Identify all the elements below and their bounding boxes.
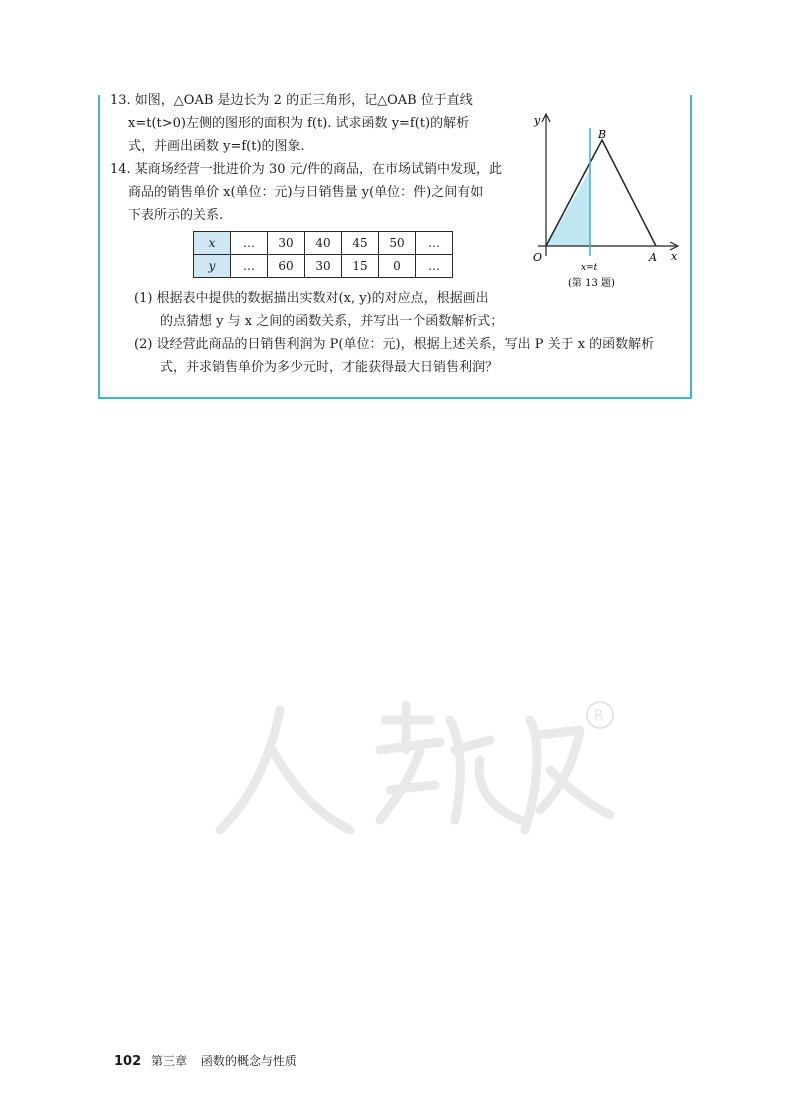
page-footer	[114, 1052, 297, 1069]
table-cell: 45	[342, 232, 379, 255]
chapter-label: 第三章	[150, 1054, 187, 1068]
label-x-equals-t: x=t	[581, 263, 598, 273]
q14-part1-line-1: (1) 根据表中提供的数据描出实数对(x, y)的对应点，根据画出	[134, 291, 489, 306]
triangle-figure	[528, 108, 688, 290]
table-cell: 60	[268, 255, 305, 278]
label-x: x	[671, 250, 678, 263]
q14-line-3: 下表所示的关系.	[128, 208, 224, 223]
table-cell: 0	[379, 255, 416, 278]
label-b: B	[598, 128, 607, 141]
chapter-title: 函数的概念与性质	[200, 1054, 297, 1068]
table-cell: …	[416, 255, 453, 278]
q14-part1-line-2: 的点猜想 y 与 x 之间的函数关系，并写出一个函数解析式；	[160, 314, 504, 329]
table-head-x: x	[194, 232, 231, 255]
q13-line-1: 13. 如图，△OAB 是边长为 2 的正三角形，记△OAB 位于直线	[110, 93, 473, 108]
table-cell: 30	[268, 232, 305, 255]
q14-line-1: 14. 某商场经营一批进价为 30 元/件的商品，在市场试销中发现，此	[110, 162, 502, 177]
svg-text:R: R	[594, 708, 604, 724]
label-y: y	[534, 114, 541, 127]
table-head-y: y	[194, 255, 231, 278]
table-cell: …	[416, 232, 453, 255]
table-cell: 15	[342, 255, 379, 278]
q13-line-2: x=t(t>0)左侧的图形的面积为 f(t). 试求函数 y=f(t)的解析	[128, 116, 470, 131]
q13-line-3: 式，并画出函数 y=f(t)的图象.	[128, 139, 305, 154]
table-cell: 40	[305, 232, 342, 255]
table-cell: …	[231, 255, 268, 278]
figure-caption: (第 13 题)	[568, 278, 615, 289]
table-row-x	[194, 232, 453, 255]
label-o: O	[533, 251, 543, 264]
q14-part2-line-1: (2) 设经营此商品的日销售利润为 P(单位：元)，根据上述关系，写出 P 关于 x 的函数解析	[134, 337, 655, 352]
data-table	[193, 231, 453, 278]
label-a: A	[649, 251, 657, 264]
table-cell: 50	[379, 232, 416, 255]
table-cell: …	[231, 232, 268, 255]
q14-part2-line-2: 式，并求销售单价为多少元时，才能获得最大日销售利润？	[160, 360, 499, 375]
q14-line-2: 商品的销售单价 x(单位：元)与日销售量 y(单位：件)之间有如	[128, 185, 484, 200]
publisher-watermark	[210, 680, 630, 860]
page-number: 102	[114, 1054, 142, 1069]
table-cell: 30	[305, 255, 342, 278]
table-row-y	[194, 255, 453, 278]
